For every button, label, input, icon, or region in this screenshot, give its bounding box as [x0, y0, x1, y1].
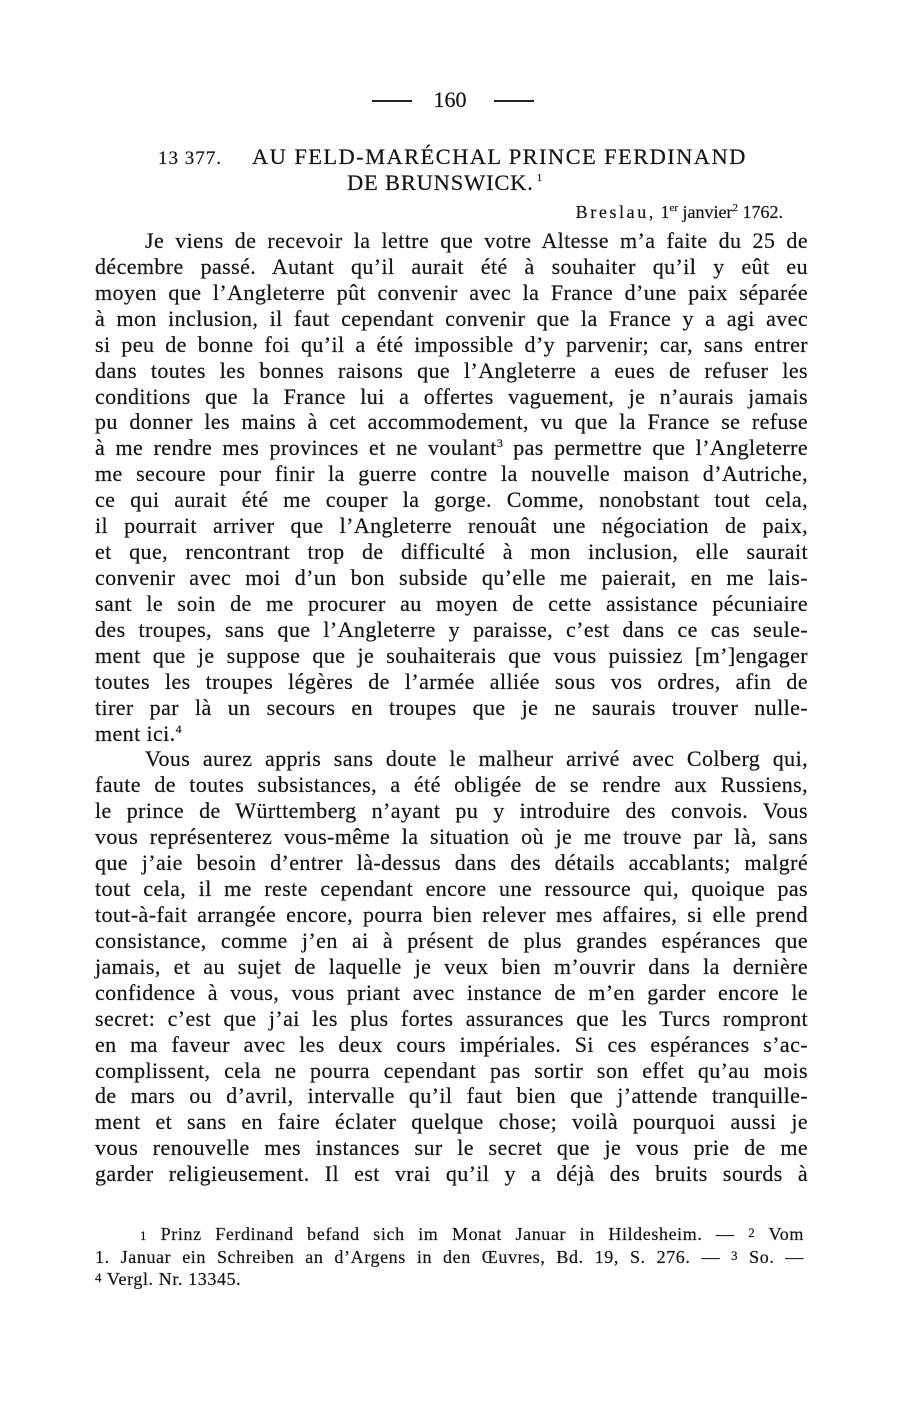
footnote-ref: 2 — [732, 202, 738, 214]
text-line — [95, 435, 808, 461]
text-line: dans toutes les bonnes raisons que l’Angleterre a eues de refuser les — [95, 357, 808, 383]
text-line: sant le soin de me procurer au moyen de cette assistance pécuniaire — [95, 590, 808, 616]
paragraph — [95, 228, 808, 746]
text-segment: à me rendre mes provinces et ne voulant — [95, 435, 497, 461]
footnote-ref: 4 — [175, 721, 182, 736]
text-line: ment que je suppose que je souhaiterais que vous puissiez [m’]engager — [95, 642, 808, 668]
footnote-marker: 1 — [140, 1228, 148, 1243]
text-line: vous représenterez vous-même la situation où je me trouve par là, sans — [95, 824, 808, 850]
letter-title-text: DE BRUNSWICK. — [347, 170, 534, 195]
footnote-ref: 1 — [536, 172, 543, 184]
text-line: faute de toutes subsistances, a été obligée de se rendre aux Russiens, — [95, 772, 808, 798]
text-line: convenir avec moi d’un bon subside qu’elle me paierait, en me lais- — [95, 564, 808, 590]
text-line: que j’aie besoin d’entrer là-dessus dans des détails accablants; malgré — [95, 850, 808, 876]
text-line: de mars ou d’avril, intervalle qu’il faut bien que j’attende tranquille- — [95, 1083, 808, 1109]
text-line: tout-à-fait arrangée encore, pourra bien relever mes affaires, si elle prend — [95, 901, 808, 927]
footnotes — [95, 1222, 804, 1290]
footnote-marker: 2 — [748, 1225, 756, 1240]
letter-number: 13 377. — [158, 148, 222, 169]
dateline — [576, 199, 783, 225]
text-line: Je viens de recevoir la lettre que votre Altesse m’a faite du 25 de — [145, 228, 808, 253]
text-line: tout cela, il me reste cependant encore une ressource qui, quoique pas — [95, 876, 808, 902]
text-line: pu donner les mains à cet accommodement, vu que la France se refuse — [95, 409, 808, 435]
page-number: 160 — [433, 87, 467, 112]
footnote-marker: 3 — [731, 1247, 739, 1263]
footnote-marker: 4 — [95, 1270, 103, 1285]
text-line: le prince de Württemberg n’ayant pu y introduire des convois. Vous — [95, 798, 808, 824]
letter-title-line-1: AU FELD-MARÉCHAL PRINCE FERDINAND — [252, 144, 747, 169]
footnote-line — [95, 1245, 804, 1268]
text-segment: ment ici. — [95, 720, 176, 746]
text-line: secret: c’est que j’ai les plus fortes assurances que les Turcs rompront — [95, 1005, 808, 1031]
text-line: consistance, comme j’en ai à présent de plus grandes espérances que — [95, 927, 808, 953]
footnote-ref: 3 — [496, 436, 503, 451]
text-line: complissent, cela ne pourra cependant pas sortir son effet qu’au mois — [95, 1057, 808, 1083]
page-number-rule-right — [494, 100, 534, 102]
text-line: me secoure pour finir la guerre contre la nouvelle maison d’Autriche, — [95, 461, 808, 487]
letter-title-line-2 — [347, 169, 542, 197]
text-segment: pas permettre que l’Angleterre — [513, 435, 808, 461]
text-line: conditions que la France lui a offertes vaguement, je n’aurais jamais — [95, 383, 808, 409]
text-line: Vous aurez appris sans doute le malheur arrivé avec Colberg qui, — [145, 746, 808, 772]
text-line: des troupes, sans que l’Angleterre y paraisse, c’est dans ce cas seule- — [95, 616, 808, 642]
text-line: ment et sans en faire éclater quelque chose; voilà pourquoi aussi je — [95, 1109, 808, 1135]
text-line: toutes les troupes légères de l’armée alliée sous vos ordres, afin de — [95, 668, 808, 694]
text-line: il pourrait arriver que l’Angleterre renouât une négociation de paix, — [95, 513, 808, 539]
dateline-year: 1762. — [742, 202, 783, 222]
footnote-line — [95, 1267, 804, 1290]
text-line: jamais, et au sujet de laquelle je veux bien m’ouvrir dans la dernière — [95, 953, 808, 979]
text-line: et que, rencontrant trop de difficulté à mon inclusion, elle saurait — [95, 539, 808, 565]
text-line: confidence à vous, vous priant avec instance de m’en garder encore le — [95, 979, 808, 1005]
dateline-day-suffix: er — [669, 202, 679, 214]
footnote-text: Vom — [768, 1224, 805, 1244]
dateline-day: 1 — [660, 202, 670, 222]
text-line: en ma faveur avec les deux cours impériales. Si ces espérances s’ac- — [95, 1031, 808, 1057]
text-line: décembre passé. Autant qu’il aurait été à souhaiter qu’il y eût eu — [95, 253, 808, 279]
dateline-place: Breslau, — [575, 202, 656, 222]
footnote-line — [95, 1222, 804, 1245]
text-line: vous renouvelle mes instances sur le secret que je vous prie de me — [95, 1135, 808, 1161]
dateline-month: janvier — [682, 202, 733, 222]
text-line: moyen que l’Angleterre pût convenir avec la France d’une paix séparée — [95, 279, 808, 305]
letter-body — [95, 228, 808, 1187]
text-line: ce qui aurait été me couper la gorge. Comme, nonobstant tout cela, — [95, 487, 808, 513]
text-line: garder religieusement. Il est vrai qu’il y a déjà des bruits sourds à — [95, 1161, 808, 1187]
paragraph — [95, 746, 808, 1187]
footnote-text: Vergl. Nr. 13345. — [106, 1269, 242, 1289]
footnote-text: So. — — [749, 1246, 804, 1267]
text-line: à mon inclusion, il faut cependant convenir que la France y a agi avec — [95, 305, 808, 331]
text-line — [95, 721, 808, 747]
footnote-text: 1. Januar ein Schreiben an d’Argens in den Œuvres, Bd. 19, S. 276. — — [95, 1246, 721, 1267]
footnote-text: Prinz Ferdinand befand sich im Monat Januar in Hildesheim. — — [160, 1224, 735, 1244]
text-line: si peu de bonne foi qu’il a été impossible d’y parvenir; car, sans entrer — [95, 331, 808, 357]
text-line: tirer par là un secours en troupes que je ne saurais trouver nulle- — [95, 694, 808, 720]
